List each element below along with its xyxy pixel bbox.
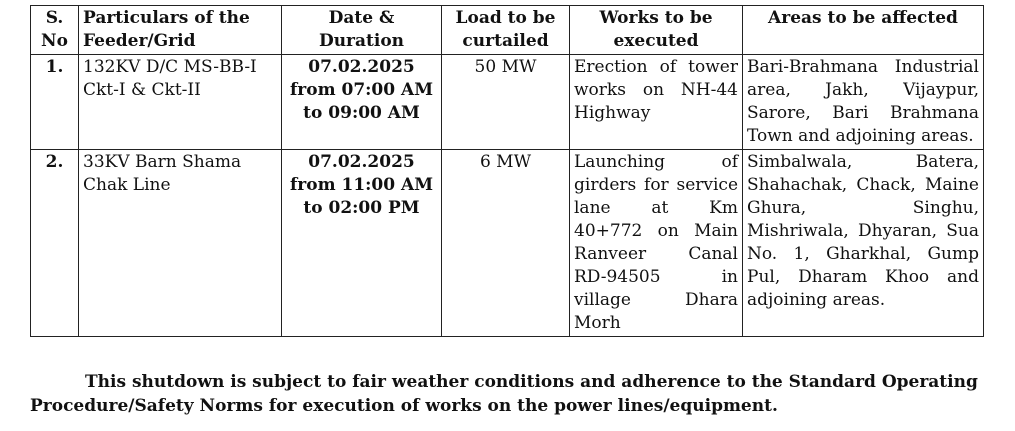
table-row	[31, 150, 984, 337]
date-value: 07.02.2025	[308, 57, 415, 77]
header-date: Date & Duration	[282, 6, 442, 55]
shutdown-footnote: This shutdown is subject to fair weather conditions and adherence to the Standard Operating Procedure/Safety Norms for execution of works on the power lines/equipment.	[30, 372, 978, 416]
cell-feeder: 33KV Barn Shama Chak Line	[79, 150, 282, 337]
cell-load: 50 MW	[442, 55, 570, 150]
time-start: from 07:00 AM	[289, 80, 434, 100]
header-sno: S. No	[31, 6, 79, 55]
header-load: Load to be curtailed	[442, 6, 570, 55]
cell-feeder: 132KV D/C MS-BB-I Ckt-I & Ckt-II	[79, 55, 282, 150]
cell-works: Erection of tower works on NH-44 Highway	[570, 55, 743, 150]
cell-date	[282, 150, 442, 337]
time-end: to 09:00 AM	[303, 103, 420, 123]
cell-sno: 1.	[31, 55, 79, 150]
cell-areas: Simbalwala, Batera, Shahachak, Chack, Maine Ghura, Singhu, Mishriwala, Dhyaran, Sua No. 1, Gharkhal, Gump Pul, Dharam Khoo and adjoining areas.	[743, 150, 984, 337]
cell-date	[282, 55, 442, 150]
cell-areas: Bari-Brahmana Industrial area, Jakh, Vijaypur, Sarore, Bari Brahmana Town and adjoining areas.	[743, 55, 984, 150]
table-header-row	[31, 6, 984, 55]
shutdown-schedule-table	[30, 5, 984, 337]
time-end: to 02:00 PM	[303, 198, 420, 218]
header-works: Works to be executed	[570, 6, 743, 55]
table-row	[31, 55, 984, 150]
cell-works: Launching of girders for service lane at Km 40+772 on Main Ranveer Canal RD-94505 in village Dhara Morh	[570, 150, 743, 337]
time-start: from 11:00 AM	[289, 175, 434, 195]
header-feeder: Particulars of the Feeder/Grid	[79, 6, 282, 55]
header-areas: Areas to be affected	[743, 6, 984, 55]
cell-sno: 2.	[31, 150, 79, 337]
date-value: 07.02.2025	[308, 152, 415, 172]
cell-load: 6 MW	[442, 150, 570, 337]
